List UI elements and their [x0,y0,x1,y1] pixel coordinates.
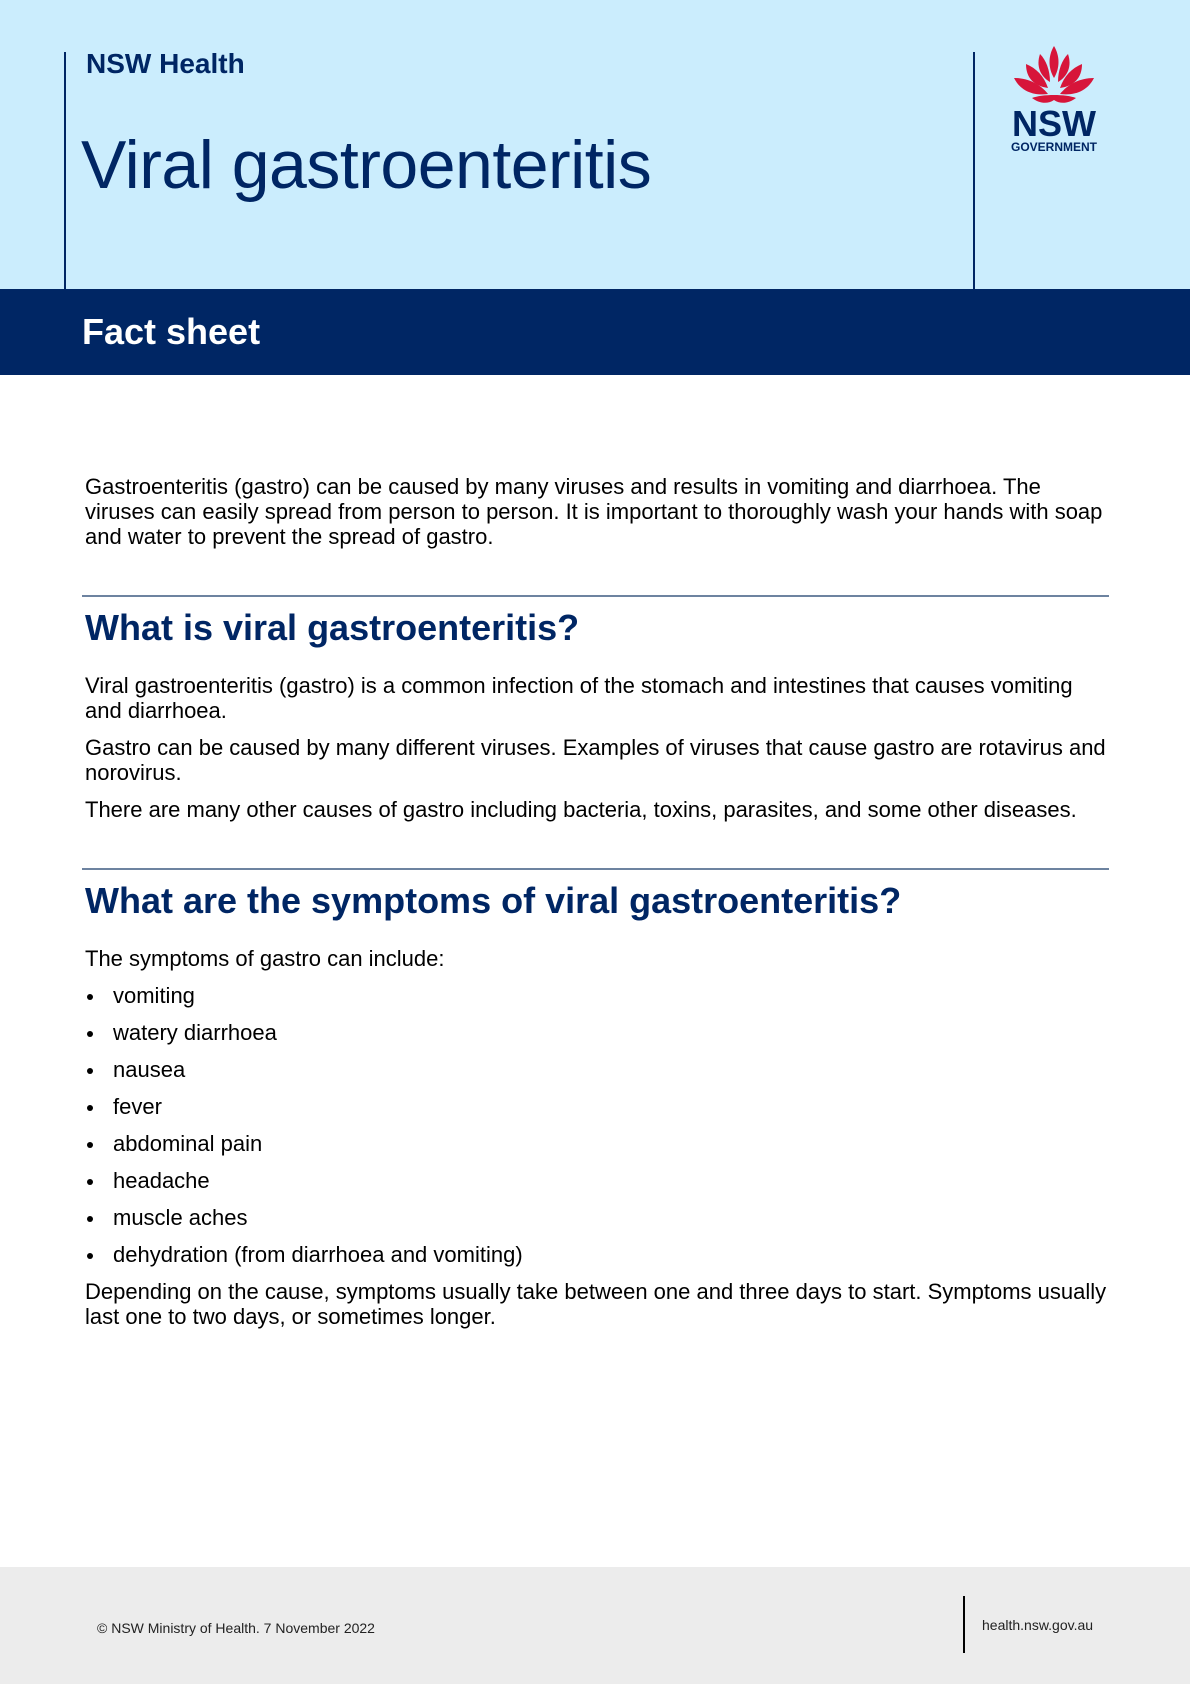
header-banner [0,0,1190,289]
header-left-rule [64,52,66,289]
section1-paragraph: There are many other causes of gastro including bacteria, toxins, parasites, and some other diseases. [85,797,1077,822]
fact-sheet-band [0,289,1190,375]
nsw-government-logo [1004,44,1104,156]
waratah-icon [1014,46,1094,103]
list-item: vomiting [85,983,1109,1008]
band-label: Fact sheet [82,311,261,352]
section1-paragraph: Gastro can be caused by many different viruses. Examples of viruses that cause gastro are rotavirus and norovirus. [85,735,1106,785]
list-item: abdominal pain [85,1131,1109,1156]
footer [0,1567,1190,1684]
section-heading-symptoms: What are the symptoms of viral gastroenteritis? [85,880,902,921]
footer-divider [963,1596,965,1653]
list-item: watery diarrhoea [85,1020,1109,1045]
list-item: nausea [85,1057,1109,1082]
header-right-rule [973,52,975,289]
logo-text: NSW [1012,103,1096,144]
symptoms-list [85,983,1109,1267]
list-item: dehydration (from diarrhoea and vomiting) [85,1242,1109,1267]
symptoms-closing: Depending on the cause, symptoms usually take between one and three days to start. Symptoms usually last one to two days, or sometimes longer. [85,1279,1107,1329]
main-content [85,474,1109,1329]
copyright-text: © NSW Ministry of Health. 7 November 2022 [97,1620,375,1636]
intro-paragraph: Gastroenteritis (gastro) can be caused by many viruses and results in vomiting and diarrhoea. The viruses can easily spread from person to person. It is important to thoroughly wash your hands with soap and water to prevent the spread of gastro. [85,474,1103,549]
list-item: fever [85,1094,1109,1119]
org-name: NSW Health [86,48,245,79]
symptoms-lead: The symptoms of gastro can include: [85,946,445,971]
page-title: Viral gastroenteritis [81,127,652,203]
list-item: headache [85,1168,1109,1193]
logo-subtext: GOVERNMENT [1010,140,1098,154]
section-heading-what-is: What is viral gastroenteritis? [85,607,580,648]
website-link[interactable]: health.nsw.gov.au [982,1617,1094,1633]
section1-paragraph: Viral gastroenteritis (gastro) is a common infection of the stomach and intestines that causes vomiting and diarrhoea. [85,673,1073,723]
list-item: muscle aches [85,1205,1109,1230]
